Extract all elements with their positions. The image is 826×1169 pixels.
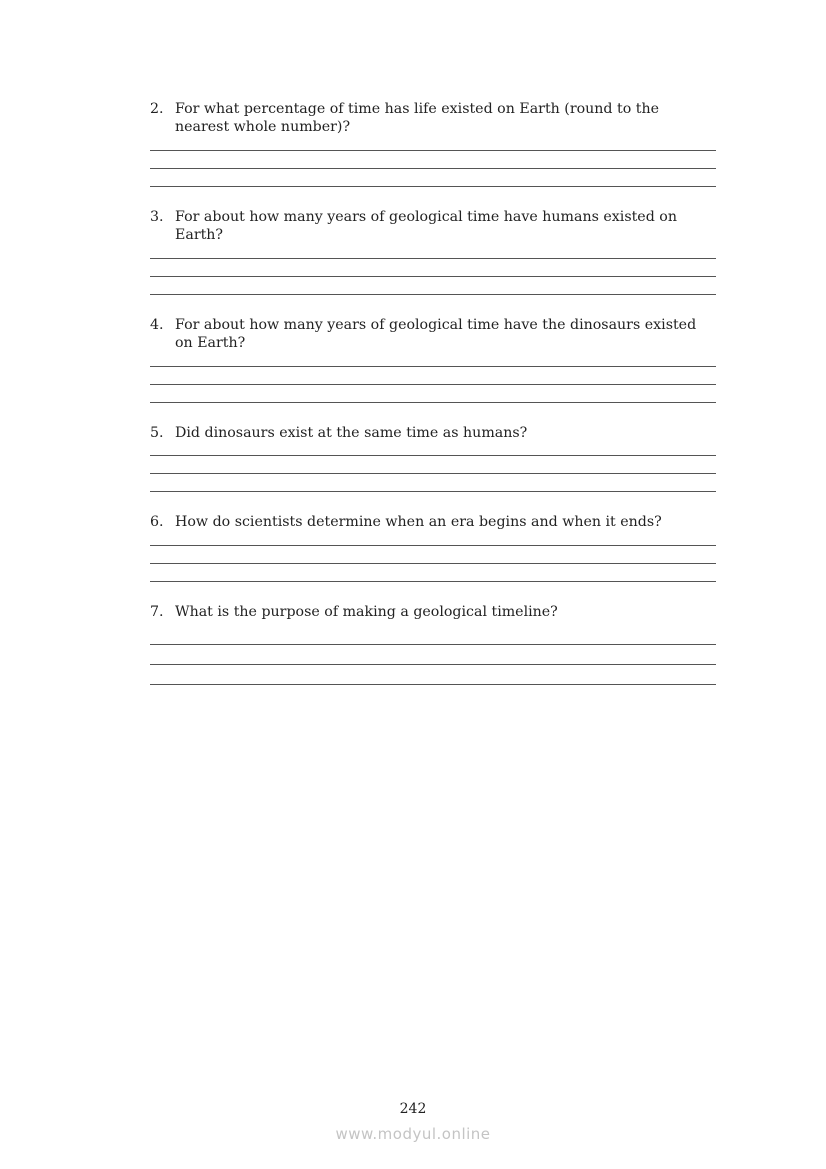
answer-line[interactable]: [150, 168, 716, 169]
question-number: 3.: [150, 209, 164, 225]
question-text: For about how many years of geological time have humans existed on Earth?: [175, 209, 677, 243]
answer-line[interactable]: [150, 294, 716, 295]
answer-line[interactable]: [150, 684, 716, 685]
question-text: Did dinosaurs exist at the same time as humans?: [175, 425, 528, 441]
question-text: What is the purpose of making a geological timeline?: [175, 604, 558, 620]
answer-line[interactable]: [150, 473, 716, 474]
answer-line[interactable]: [150, 258, 716, 259]
answer-line[interactable]: [150, 644, 716, 645]
answer-line[interactable]: [150, 455, 716, 456]
question-6: [150, 513, 716, 531]
answer-line[interactable]: [150, 563, 716, 564]
question-number: 6.: [150, 514, 164, 530]
question-number: 5.: [150, 425, 164, 441]
question-2: [150, 100, 716, 136]
question-number: 4.: [150, 317, 164, 333]
answer-line[interactable]: [150, 491, 716, 492]
answer-line[interactable]: [150, 366, 716, 367]
answer-line[interactable]: [150, 186, 716, 187]
question-7: [150, 603, 716, 621]
answer-line[interactable]: [150, 384, 716, 385]
answer-line[interactable]: [150, 276, 716, 277]
question-text: How do scientists determine when an era begins and when it ends?: [175, 514, 662, 530]
question-number: 2.: [150, 101, 164, 117]
question-3: [150, 208, 716, 244]
page-number: 242: [399, 1101, 427, 1117]
question-text: For about how many years of geological time have the dinosaurs existed on Earth?: [175, 317, 697, 351]
watermark: www.modyul.online: [335, 1125, 491, 1143]
question-4: [150, 316, 716, 352]
answer-line[interactable]: [150, 664, 716, 665]
question-5: [150, 424, 716, 442]
answer-line[interactable]: [150, 581, 716, 582]
question-text: For what percentage of time has life existed on Earth (round to the nearest whole number)?: [175, 101, 660, 135]
answer-line[interactable]: [150, 150, 716, 151]
answer-line[interactable]: [150, 402, 716, 403]
answer-line[interactable]: [150, 545, 716, 546]
question-number: 7.: [150, 604, 164, 620]
